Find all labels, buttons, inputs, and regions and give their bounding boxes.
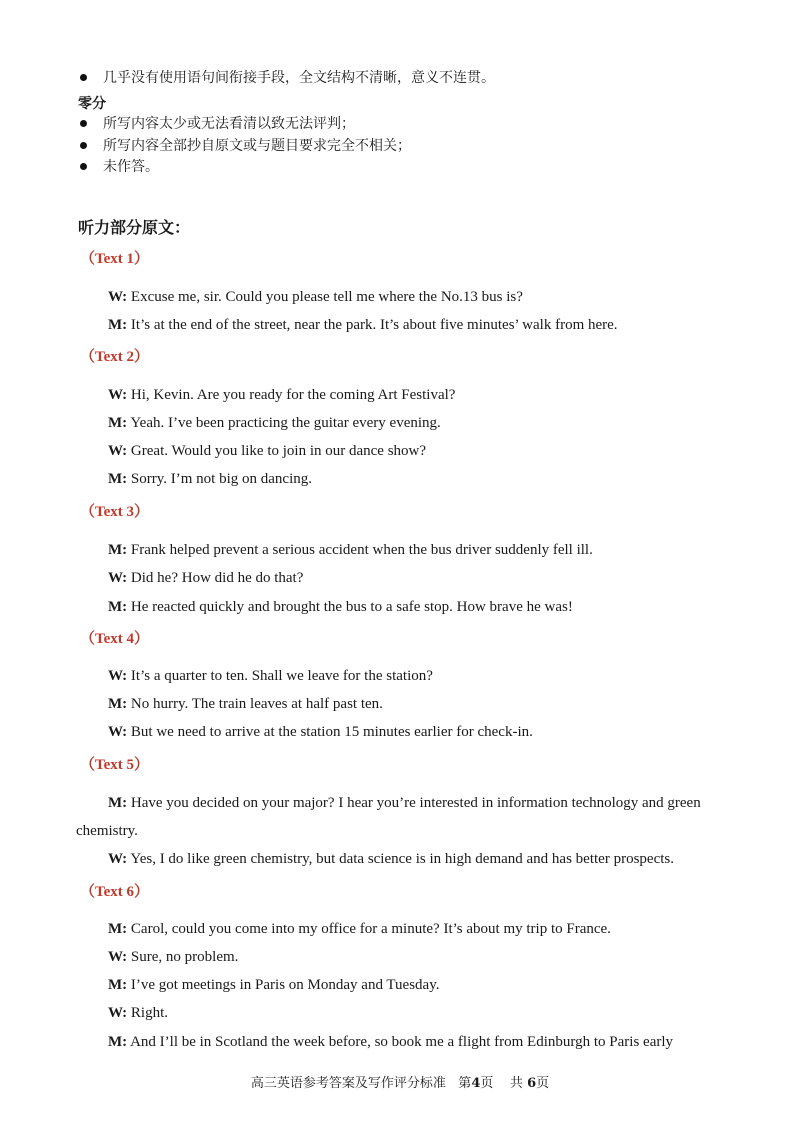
text-label: （Text 1） — [80, 251, 150, 267]
footer-page-prefix: 第 — [458, 1076, 472, 1091]
dialogue-text: Yes, I do like green chemistry, but data science is in high demand and has better prospects. — [127, 851, 674, 867]
speaker-label: M: — [108, 471, 128, 487]
dialogue-text: Hi, Kevin. Are you ready for the coming Art Festival? — [127, 387, 456, 403]
speaker-label: W: — [108, 851, 128, 867]
dialogue-text: Excuse me, sir. Could you please tell me where the No.13 bus is? — [127, 289, 523, 305]
text-label: （Text 3） — [80, 504, 150, 520]
speaker-label: W: — [108, 724, 128, 740]
speaker-label: W: — [108, 1005, 128, 1021]
bullet-icon — [80, 163, 87, 170]
dialogue-line — [108, 385, 455, 405]
dialogue-text: And I’ll be in Scotland the week before, so book me a flight from Edinburgh to Paris early — [127, 1034, 674, 1050]
zero-score-heading: 零分 — [78, 96, 106, 112]
speaker-label: M: — [108, 599, 128, 615]
dialogue-text: No hurry. The train leaves at half past ten. — [127, 696, 383, 712]
total-pages: 6 — [527, 1076, 537, 1091]
dialogue-text: Have you decided on your major? I hear you’re interested in information technology and green chemistry. — [76, 795, 701, 839]
footer-title: 高三英语参考答案及写作评分标准 — [250, 1076, 446, 1091]
speaker-label: M: — [108, 542, 128, 558]
criteria-text: 所写内容全部抄自原文或与题目要求完全不相关； — [103, 138, 411, 154]
speaker-label: W: — [108, 668, 128, 684]
text-label: （Text 5） — [80, 757, 150, 773]
dialogue-line — [108, 469, 312, 489]
dialogue-line — [108, 287, 523, 307]
criteria-text: 所写内容太少或无法看清以致无法评判； — [103, 116, 355, 132]
speaker-label: M: — [108, 977, 128, 993]
footer-total-suffix: 页 — [536, 1076, 550, 1091]
dialogue-line — [76, 789, 724, 845]
speaker-label: W: — [108, 289, 128, 305]
dialogue-text: Right. — [127, 1005, 169, 1021]
speaker-label: W: — [108, 570, 128, 586]
bullet-icon — [80, 120, 87, 127]
dialogue-line — [108, 540, 593, 560]
dialogue-text: Did he? How did he do that? — [127, 570, 304, 586]
bullet-icon — [80, 74, 87, 81]
speaker-label: M: — [108, 921, 128, 937]
speaker-label: M: — [108, 415, 128, 431]
speaker-label: W: — [108, 949, 128, 965]
dialogue-line — [108, 919, 611, 939]
dialogue-line — [108, 568, 303, 588]
criteria-text: 未作答。 — [103, 159, 159, 175]
speaker-label: M: — [108, 795, 128, 811]
dialogue-line — [108, 1032, 673, 1052]
dialogue-line — [108, 975, 440, 995]
dialogue-text: Sorry. I’m not big on dancing. — [127, 471, 312, 487]
speaker-label: M: — [108, 317, 128, 333]
page-footer — [0, 1072, 800, 1091]
dialogue-line — [108, 597, 573, 617]
dialogue-line — [108, 947, 238, 967]
dialogue-line — [108, 441, 426, 461]
dialogue-line — [108, 694, 383, 714]
dialogue-text: He reacted quickly and brought the bus to a safe stop. How brave he was! — [127, 599, 573, 615]
dialogue-line — [108, 315, 618, 335]
dialogue-text: It’s at the end of the street, near the park. It’s about five minutes’ walk from here. — [127, 317, 618, 333]
footer-total-prefix: 共 — [509, 1076, 523, 1091]
page-number: 4 — [471, 1076, 481, 1091]
speaker-label: M: — [108, 696, 128, 712]
dialogue-text: Great. Would you like to join in our dance show? — [127, 443, 427, 459]
criteria-item — [80, 158, 159, 176]
dialogue-text: Frank helped prevent a serious accident when the bus driver suddenly fell ill. — [127, 542, 593, 558]
dialogue-text: Yeah. I’ve been practicing the guitar every evening. — [127, 415, 441, 431]
dialogue-line — [108, 666, 433, 686]
dialogue-text: It’s a quarter to ten. Shall we leave for the station? — [127, 668, 433, 684]
speaker-label: W: — [108, 443, 128, 459]
dialogue-text: Carol, could you come into my office for a minute? It’s about my trip to France. — [127, 921, 611, 937]
section-title: 听力部分原文： — [78, 218, 191, 237]
dialogue-text: Sure, no problem. — [127, 949, 239, 965]
text-label: （Text 6） — [80, 884, 150, 900]
text-label: （Text 4） — [80, 631, 150, 647]
bullet-icon — [80, 142, 87, 149]
dialogue-line — [108, 1003, 168, 1023]
speaker-label: W: — [108, 387, 128, 403]
criteria-item — [80, 115, 355, 133]
dialogue-line — [108, 722, 533, 742]
criteria-item — [80, 137, 411, 155]
dialogue-text: I’ve got meetings in Paris on Monday and Tuesday. — [127, 977, 440, 993]
footer-page-suffix: 页 — [480, 1076, 494, 1091]
text-label: （Text 2） — [80, 349, 150, 365]
criteria-text: 几乎没有使用语句间衔接手段，全文结构不清晰，意义不连贯。 — [103, 70, 495, 86]
dialogue-line — [108, 413, 441, 433]
speaker-label: M: — [108, 1034, 128, 1050]
dialogue-text: But we need to arrive at the station 15 minutes earlier for check-in. — [127, 724, 533, 740]
criteria-item — [80, 69, 495, 87]
dialogue-line — [108, 849, 674, 869]
